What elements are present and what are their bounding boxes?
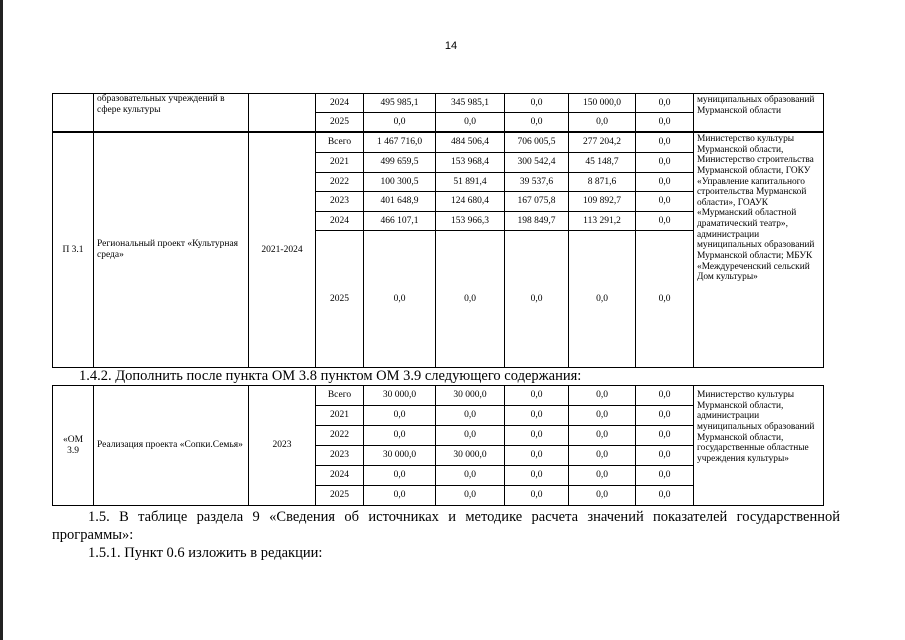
value-total-cell: 499 659,5 — [364, 153, 436, 173]
value-federal-cell: 167 075,8 — [505, 192, 569, 212]
value-local-cell: 0,0 — [569, 386, 636, 406]
value-regional-cell: 0,0 — [436, 406, 505, 426]
value-total-cell: 1 467 716,0 — [364, 133, 436, 153]
year-cell: 2024 — [316, 94, 364, 113]
value-local-cell: 0,0 — [569, 406, 636, 426]
year-cell: 2021 — [316, 406, 364, 426]
value-other-cell: 0,0 — [636, 426, 694, 446]
value-local-cell: 0,0 — [569, 426, 636, 446]
value-federal-cell: 0,0 — [505, 406, 569, 426]
value-federal-cell: 706 005,5 — [505, 133, 569, 153]
value-federal-cell: 0,0 — [505, 231, 569, 368]
value-other-cell: 0,0 — [636, 113, 694, 132]
value-total-cell: 466 107,1 — [364, 212, 436, 231]
year-cell: 2023 — [316, 192, 364, 212]
value-total-cell: 0,0 — [364, 426, 436, 446]
value-local-cell: 0,0 — [569, 466, 636, 486]
scan-edge — [0, 0, 3, 640]
paragraph-1-5-line-1: 1.5. В таблице раздела 9 «Сведения об источниках и методике расчета значений показателей государственной — [88, 509, 840, 525]
year-cell: 2022 — [316, 173, 364, 192]
value-regional-cell: 153 966,3 — [436, 212, 505, 231]
paragraph-1-5-1: 1.5.1. Пункт 0.6 изложить в редакции: — [88, 545, 323, 561]
value-other-cell: 0,0 — [636, 133, 694, 153]
value-other-cell: 0,0 — [636, 212, 694, 231]
period-cell: 2021-2024 — [249, 133, 316, 368]
year-cell: 2022 — [316, 426, 364, 446]
executor-cell: муниципальных образований Мурманской области — [694, 94, 824, 132]
value-other-cell: 0,0 — [636, 446, 694, 466]
value-other-cell: 0,0 — [636, 153, 694, 173]
program-table-om39 — [52, 385, 824, 506]
value-federal-cell: 0,0 — [505, 426, 569, 446]
value-other-cell: 0,0 — [636, 94, 694, 113]
value-total-cell: 401 648,9 — [364, 192, 436, 212]
value-federal-cell: 0,0 — [505, 446, 569, 466]
value-total-cell: 30 000,0 — [364, 446, 436, 466]
program-table-p31 — [52, 132, 824, 368]
code-cell: П 3.1 — [53, 133, 94, 368]
value-total-cell: 100 300,5 — [364, 173, 436, 192]
measure-name-cell: образовательных учреждений в сфере культуры — [94, 94, 249, 132]
value-federal-cell: 300 542,4 — [505, 153, 569, 173]
period-cell — [249, 94, 316, 132]
value-total-cell: 0,0 — [364, 486, 436, 506]
value-other-cell: 0,0 — [636, 406, 694, 426]
value-federal-cell: 198 849,7 — [505, 212, 569, 231]
value-regional-cell: 0,0 — [436, 231, 505, 368]
value-regional-cell: 0,0 — [436, 466, 505, 486]
value-local-cell: 150 000,0 — [569, 94, 636, 113]
page-number: 14 — [444, 40, 458, 52]
value-regional-cell: 153 968,4 — [436, 153, 505, 173]
value-other-cell: 0,0 — [636, 192, 694, 212]
period-cell: 2023 — [249, 386, 316, 506]
year-cell: 2025 — [316, 486, 364, 506]
value-regional-cell: 484 506,4 — [436, 133, 505, 153]
value-local-cell: 109 892,7 — [569, 192, 636, 212]
value-local-cell: 277 204,2 — [569, 133, 636, 153]
value-total-cell: 0,0 — [364, 466, 436, 486]
value-local-cell: 113 291,2 — [569, 212, 636, 231]
code-cell — [53, 94, 94, 132]
value-local-cell: 0,0 — [569, 486, 636, 506]
value-regional-cell: 0,0 — [436, 113, 505, 132]
executor-cell: Министерство культуры Мурманской области, Министерство строительства Мурманской области, ГОКУ «Управление капитального строительства Мурманской области», ГОАУК «Мурманский областной драматический театр», администрации муниципальных образований Мурманской области; МБУК «Междуреченский сельский Дом культуры» — [694, 133, 824, 368]
year-cell: 2024 — [316, 466, 364, 486]
value-federal-cell: 0,0 — [505, 486, 569, 506]
year-cell: 2021 — [316, 153, 364, 173]
value-federal-cell: 0,0 — [505, 466, 569, 486]
code-cell: «ОМ 3.9 — [53, 386, 94, 506]
value-other-cell: 0,0 — [636, 231, 694, 368]
year-cell: 2023 — [316, 446, 364, 466]
year-cell: 2025 — [316, 113, 364, 132]
value-local-cell: 0,0 — [569, 231, 636, 368]
value-other-cell: 0,0 — [636, 466, 694, 486]
value-total-cell: 0,0 — [364, 113, 436, 132]
value-other-cell: 0,0 — [636, 173, 694, 192]
value-federal-cell: 0,0 — [505, 94, 569, 113]
value-other-cell: 0,0 — [636, 486, 694, 506]
measure-name-cell: Реализация проекта «Сопки.Семья» — [94, 386, 249, 506]
value-regional-cell: 51 891,4 — [436, 173, 505, 192]
value-local-cell: 8 871,6 — [569, 173, 636, 192]
measure-name-cell: Региональный проект «Культурная среда» — [94, 133, 249, 368]
year-cell: Всего — [316, 133, 364, 153]
paragraph-1-5-line-2: программы»: — [52, 527, 134, 543]
year-cell: Всего — [316, 386, 364, 406]
year-cell: 2025 — [316, 231, 364, 368]
value-federal-cell: 39 537,6 — [505, 173, 569, 192]
value-regional-cell: 30 000,0 — [436, 446, 505, 466]
value-regional-cell: 345 985,1 — [436, 94, 505, 113]
value-regional-cell: 0,0 — [436, 426, 505, 446]
value-regional-cell: 30 000,0 — [436, 386, 505, 406]
value-regional-cell: 124 680,4 — [436, 192, 505, 212]
value-total-cell: 0,0 — [364, 231, 436, 368]
value-local-cell: 0,0 — [569, 446, 636, 466]
value-local-cell: 45 148,7 — [569, 153, 636, 173]
executor-cell: Министерство культуры Мурманской области, администрации муниципальных образований Мурманской области, государственные областные учреждения культуры» — [694, 386, 824, 506]
value-regional-cell: 0,0 — [436, 486, 505, 506]
value-total-cell: 0,0 — [364, 406, 436, 426]
program-table-continued — [52, 93, 824, 132]
value-local-cell: 0,0 — [569, 113, 636, 132]
paragraph-1-4-2: 1.4.2. Дополнить после пункта ОМ 3.8 пунктом ОМ 3.9 следующего содержания: — [79, 368, 582, 384]
year-cell: 2024 — [316, 212, 364, 231]
value-total-cell: 495 985,1 — [364, 94, 436, 113]
value-federal-cell: 0,0 — [505, 386, 569, 406]
value-other-cell: 0,0 — [636, 386, 694, 406]
value-total-cell: 30 000,0 — [364, 386, 436, 406]
value-federal-cell: 0,0 — [505, 113, 569, 132]
